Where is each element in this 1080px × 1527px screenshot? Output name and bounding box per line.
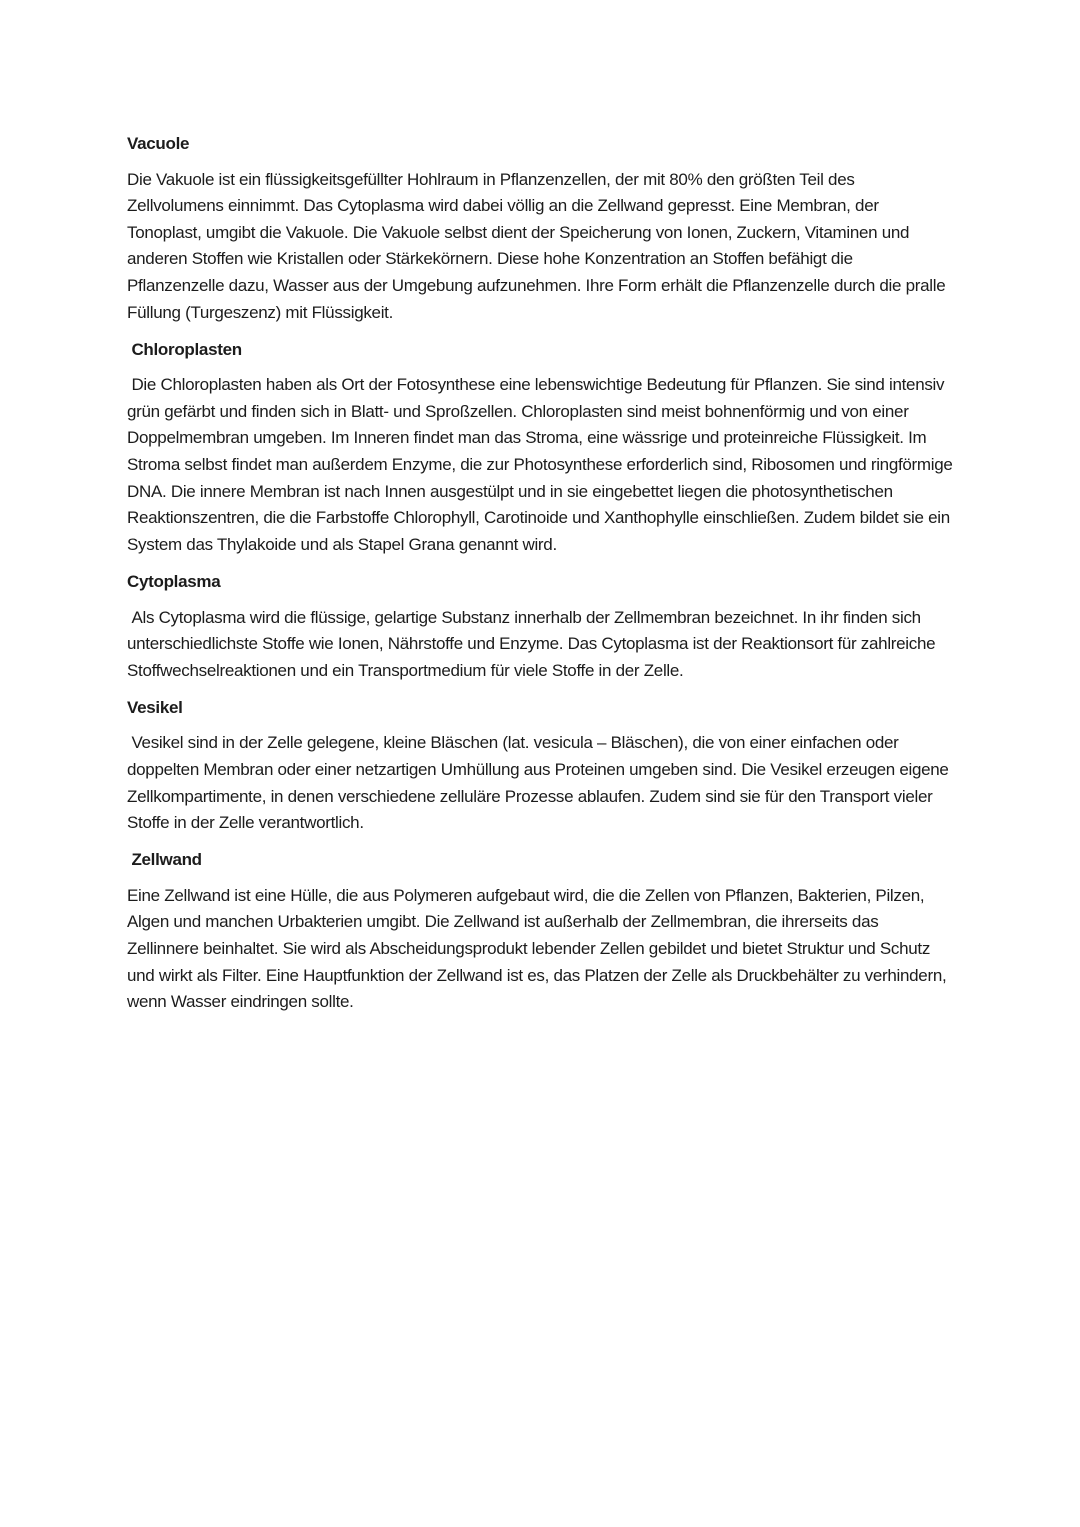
heading-vesikel: Vesikel: [127, 697, 183, 717]
paragraph-cytoplasma: Als Cytoplasma wird die flüssige, gelartige Substanz innerhalb der Zellmembran bezeichnet. In ihr finden sich unterschiedlichste Stoffe wie Ionen, Nährstoffe und Enzyme. Das Cytoplasma ist der Reaktionsort für zahlreiche Stoffwechselreaktionen und ein Transportmedium für viele Stoffe in der Zelle.: [127, 607, 940, 680]
paragraph-vesikel: Vesikel sind in der Zelle gelegene, kleine Bläschen (lat. vesicula – Bläschen), die von einer einfachen oder doppelten Membran oder einer netzartigen Umhüllung aus Proteinen umgeben sind. Die Vesikel erzeugen eigene Zellkompartimente, in denen verschiedene zelluläre Prozesse ablaufen. Zudem sind sie für den Transport vieler Stoffe in der Zelle verantwortlich.: [127, 733, 954, 833]
section-cytoplasma: [127, 569, 953, 684]
section-vesikel: [127, 695, 953, 837]
heading-vacuole: Vacuole: [127, 134, 190, 153]
heading-cytoplasma: Cytoplasma: [127, 571, 221, 591]
paragraph-zellwand: Eine Zellwand ist eine Hülle, die aus Polymeren aufgebaut wird, die die Zellen von Pflanzen, Bakterien, Pilzen, Algen und manchen Urbakterien umgibt. Die Zellwand ist außerhalb der Zellmembran, die ihrerseits das Zellinnere beinhaltet. Sie wird als Abscheidungsprodukt lebender Zellen gebildet und bietet Struktur und Schutz und wirkt als Filter. Eine Hauptfunktion der Zellwand ist es, das Platzen der Zelle als Druckbehälter zu verhindern, wenn Wasser eindringen sollte.: [127, 885, 951, 1012]
section-chloroplasten: [127, 337, 958, 559]
heading-chloroplasten: Chloroplasten: [127, 339, 242, 359]
heading-zellwand: Zellwand: [127, 850, 202, 870]
section-vacuole: [127, 131, 953, 326]
section-zellwand: [127, 847, 953, 1016]
paragraph-vacuole: Die Vakuole ist ein flüssigkeitsgefüllter Hohlraum in Pflanzenzellen, der mit 80% den größten Teil des Zellvolumens einnimmt. Das Cytoplasma wird dabei völlig an die Zellwand gepresst. Eine Membran, der Tonoplast, umgibt die Vakuole. Die Vakuole selbst dient der Speicherung von Ionen, Zuckern, Vitaminen und anderen Stoffen wie Kristallen oder Stärkekörnern. Diese hohe Konzentration an Stoffen befähigt die Pflanzenzelle dazu, Wasser aus der Umgebung aufzunehmen. Ihre Form erhält die Pflanzenzelle durch die pralle Füllung (Turgeszenz) mit Flüssigkeit.: [127, 169, 950, 322]
paragraph-chloroplasten: Die Chloroplasten haben als Ort der Fotosynthese eine lebenswichtige Bedeutung für Pflanzen. Sie sind intensiv grün gefärbt und finden sich in Blatt- und Sproßzellen. Chloroplasten sind meist bohnenförmig und von einer Doppelmembran umgeben. Im Inneren findet man das Stroma, eine wässrige und proteinreiche Flüssigkeit. Im Stroma selbst findet man außerdem Enzyme, die zur Photosynthese erforderlich sind, Ribosomen und ringförmige DNA. Die innere Membran ist nach Innen ausgestülpt und in sie eingebettet liegen die photosynthetischen Reaktionszentren, die die Farbstoffe Chlorophyll, Carotinoide und Xanthophylle einschließen. Zudem bildet sie ein System das Thylakoide und als Stapel Grana genannt wird.: [127, 375, 958, 554]
